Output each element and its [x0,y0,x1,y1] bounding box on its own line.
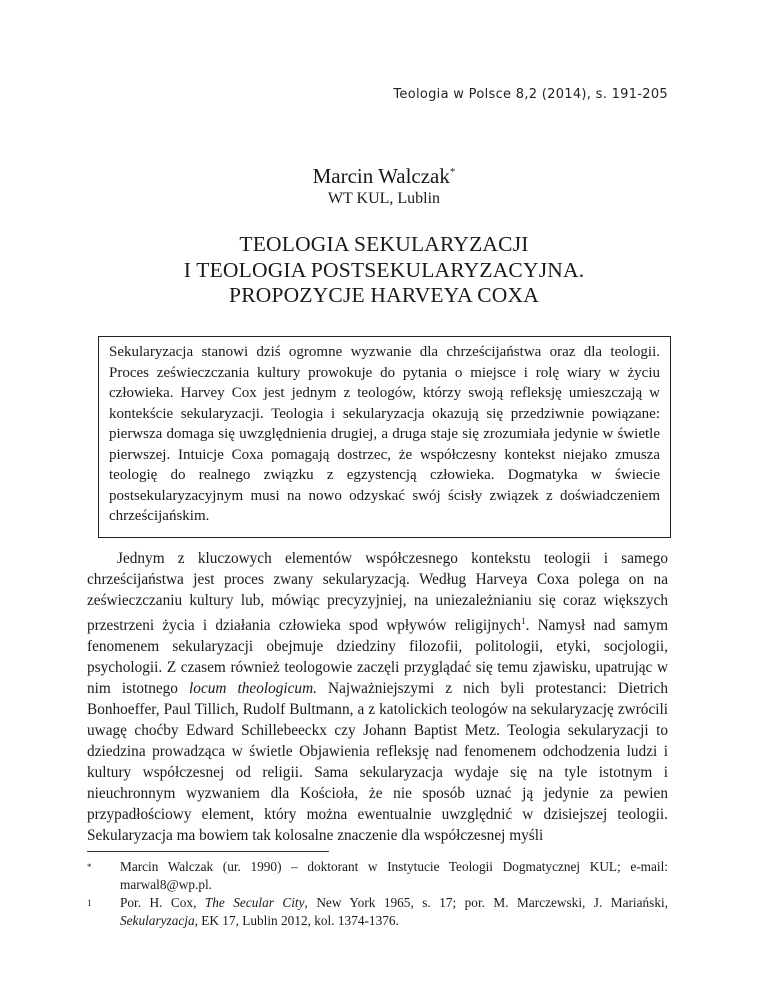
body-text-part: . Namysł nad samym fenomenem sekularyzacji obejmuje dziedziny filozofii, politologii, etyki, socjologii, psychologii. Z czasem również teologowie zaczęli przyglądać się temu zjawisku, upatrując w nim istotnego [87,617,668,698]
footnote-text: , New York 1965, s. 17; por. M. Marczewski, J. Mariański, [304,895,669,910]
footnotes [87,858,668,930]
title-line: PROPOZYCJE HARVEYA COXA [229,283,539,307]
abstract-text: Sekularyzacja stanowi dziś ogromne wyzwanie dla chrześcijaństwa oraz dla teologii. Proces ześwieczczania kultury prowokuje do pytania o miejsce i rolę wiary w życiu człowieka. Harvey Cox jest jednym z teologów, którzy swoją refleksję umieszczają w kontekście sekularyzacji. Teologia i sekularyzacja okazują się przedziwnie powiązane: pierwsza domaga się uwzględnienia drugiej, a druga staje się zrozumiała jedynie w świetle pierwszej. Intuicje Coxa pomagają dostrzec, że współczesny kontekst niejako zmusza teologię do realnego związku z egzystencją człowieka. Dogmatyka w świecie postsekularyzacyjnym musi na nowo odzyskać swój ścisły związek z doświadczeniem chrześcijańskim. [109,344,660,524]
title-line: I TEOLOGIA POSTSEKULARYZACYJNA. [183,257,585,282]
footnote-text: , EK 17, Lublin 2012, kol. 1374-1376. [194,913,399,928]
footnote-author [87,858,668,894]
journal-citation: Teologia w Polsce 8,2 (2014), s. 191-205 [393,87,668,102]
body-paragraph [87,548,668,846]
footnote-text: Por. H. Cox, [120,895,205,910]
footnote-separator [87,851,329,852]
abstract-box [98,336,671,538]
body-text-part: Jednym z kluczowych elementów współczesnego kontekstu teologii i samego chrześcijaństwa jest proces zwany sekularyzacją. Według Harveya Coxa polega on na ześwieczczaniu kultury lub, mówiąc precyzyjniej, na uniezależnianiu się coraz większych przestrzeni życia i działania człowieka spod wpływów religijnych [87,550,668,635]
body-text-part: Najważniejszymi z nich byli protestanci: Dietrich Bonhoeffer, Paul Tillich, Rudolf Bultmann, a z katolickich teologów na sekularyzację zwrócili uwagę choćby Edward Schillebeeckx czy Johann Baptist Metz. Teologia sekularyzacji to dziedzina prowadząca w świetle Objawienia refleksję nad fenomenem odchodzenia ludzi i kultury współczesnej od religii. Sama sekularyzacja wydaje się na tyle istotnym i nieuchronnym wyzwaniem dla Kościoła, że nie sposób uznać ją jedynie za pewien przypadłościowy element, który można ewentualnie uwzględnić w dzisiejszej teologii. Sekularyzacja ma bowiem tak kolosalne znaczenie dla współczesnej myśli [87,680,668,845]
body-text [87,548,668,846]
author-name-text: Marcin Walczak [312,164,450,188]
footnote-italic: Sekularyzacja [120,913,195,928]
article-title [0,232,768,309]
footnote-ref-1: 1 [521,616,526,626]
footnote-text: Marcin Walczak (ur. 1990) – doktorant w Instytucie Teologii Dogmatycznej KUL; e-mail: marwal8@wp.pl. [120,859,668,892]
title-line: TEOLOGIA SEKULARYZACJI [239,232,529,256]
author-name [0,164,768,189]
footnote-italic: The Secular City [204,895,305,910]
footnote-1 [87,894,668,930]
author-footnote-mark: * [449,166,456,178]
author-affiliation: WT KUL, Lublin [327,190,441,207]
footnote-mark: 1 [87,898,92,908]
body-italic-term: locum theologicum. [189,680,317,698]
footnote-mark: * [87,862,92,872]
